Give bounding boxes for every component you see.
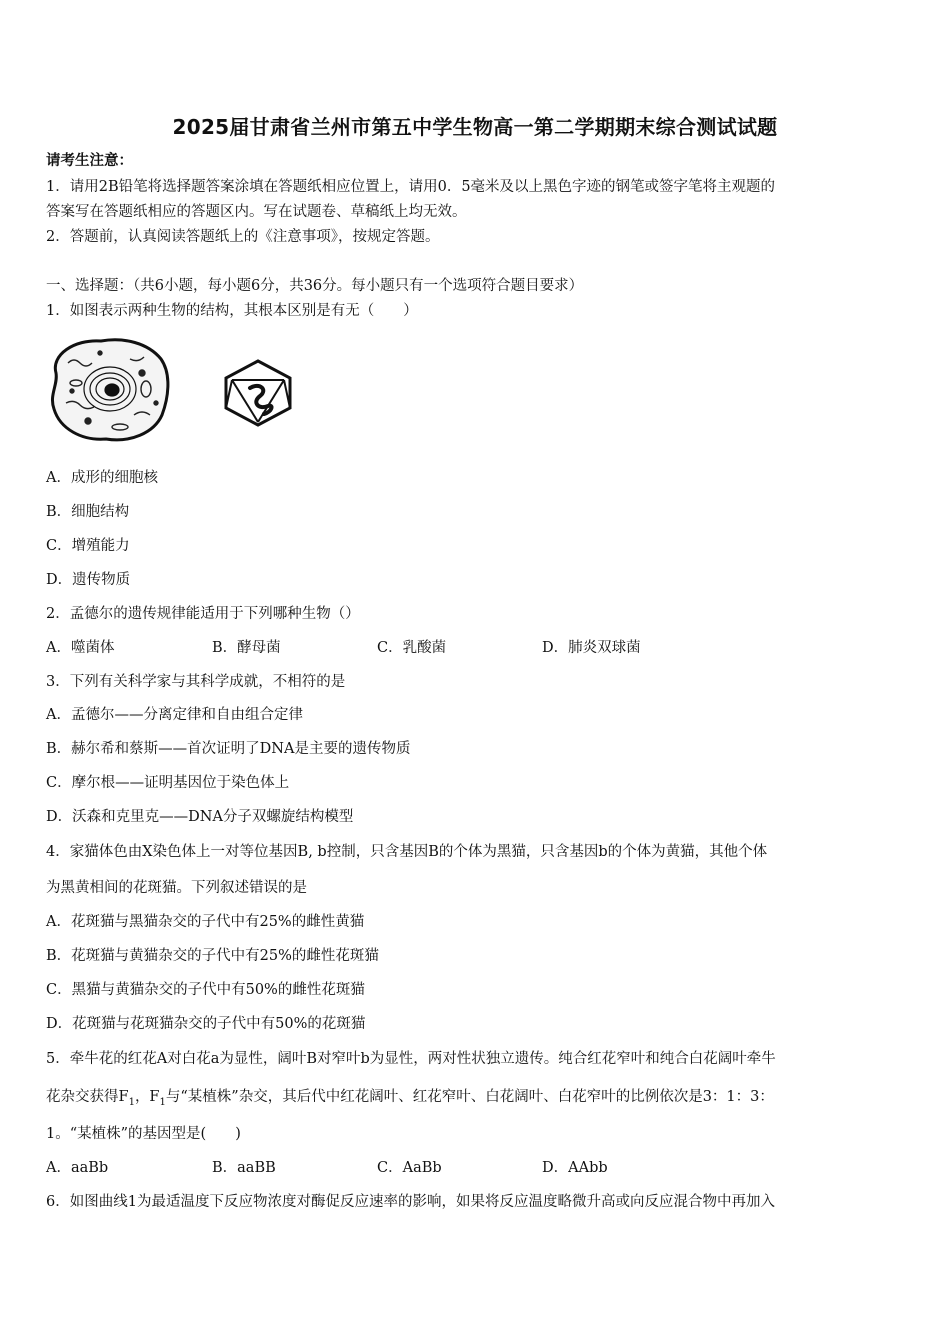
q5-stem-line-1: 5．牵牛花的红花A对白花a为显性，阔叶B对窄叶b为显性，两对性状独立遗传。纯合红花窄叶和纯合白花阔叶牵牛	[46, 1051, 776, 1067]
q5-stem-line-3: 1。“某植株”的基因型是( )	[46, 1126, 241, 1142]
q2-option-b: B．酵母菌	[212, 640, 281, 656]
q3-option-d: D．沃森和克里克——DNA分子双螺旋结构模型	[46, 809, 354, 825]
q2-option-a: A．噬菌体	[46, 640, 115, 656]
q5-option-a: A．aaBb	[46, 1160, 109, 1176]
q4-stem-line-2: 为黑黄相间的花斑猫。下列叙述错误的是	[46, 880, 307, 896]
q5-option-b: B．aaBB	[212, 1160, 276, 1176]
notice-line-1a: 1．请用2B铅笔将选择题答案涂填在答题纸相应位置上，请用0．5毫米及以上黑色字迹的钢笔或签字笔将主观题的	[46, 179, 776, 195]
page-title: 2025届甘肃省兰州市第五中学生物高一第二学期期末综合测试试题	[172, 115, 778, 139]
q1-option-a: A．成形的细胞核	[46, 470, 158, 486]
section-heading: 一、选择题：（共6小题，每小题6分，共36分。每小题只有一个选项符合题目要求）	[46, 278, 584, 294]
q3-stem: 3．下列有关科学家与其科学成就，不相符的是	[46, 674, 346, 690]
notice-line-1b: 答案写在答题纸相应的答题区内。写在试题卷、草稿纸上均无效。	[46, 204, 467, 220]
q3-option-b: B．赫尔希和蔡斯——首次证明了DNA是主要的遗传物质	[46, 741, 411, 757]
q5-option-c: C．AaBb	[377, 1160, 442, 1176]
q2-option-c: C．乳酸菌	[377, 640, 447, 656]
notice-line-2: 2．答题前，认真阅读答题纸上的《注意事项》，按规定答题。	[46, 229, 440, 245]
q2-option-d: D．肺炎双球菌	[542, 640, 641, 656]
eukaryotic-cell-figure	[46, 333, 174, 445]
q4-stem-line-1: 4．家猫体色由X染色体上一对等位基因B, b控制，只含基因B的个体为黑猫，只含基因b的个体为黄猫，其他个体	[46, 844, 768, 860]
notice-heading: 请考生注意：	[46, 152, 133, 169]
q3-option-a: A．孟德尔——分离定律和自由组合定律	[46, 707, 303, 723]
q4-option-a: A．花斑猫与黑猫杂交的子代中有25%的雌性黄猫	[46, 914, 365, 930]
q4-option-b: B．花斑猫与黄猫杂交的子代中有25%的雌性花斑猫	[46, 948, 379, 964]
q3-option-c: C．摩尔根——证明基因位于染色体上	[46, 775, 290, 791]
q5-option-d: D．AAbb	[542, 1160, 608, 1176]
q6-stem: 6．如图曲线1为最适温度下反应物浓度对酶促反应速率的影响，如果将反应温度略微升高或向反应混合物中再加入	[46, 1194, 775, 1210]
q1-option-d: D．遗传物质	[46, 572, 131, 588]
q4-option-c: C．黑猫与黄猫杂交的子代中有50%的雌性花斑猫	[46, 982, 365, 998]
q1-option-c: C．增殖能力	[46, 538, 130, 554]
q2-stem: 2．孟德尔的遗传规律能适用于下列哪种生物（）	[46, 606, 360, 622]
q1-stem: 1．如图表示两种生物的结构，其根本区别是有无（ ）	[46, 303, 418, 319]
virus-figure	[220, 358, 296, 428]
q4-option-d: D．花斑猫与花斑猫杂交的子代中有50%的花斑猫	[46, 1016, 366, 1032]
q5-stem-line-2: 花杂交获得$F_1$，$F_1$与“某植株”杂交，其后代中红花阔叶、红花窄叶、白花阔叶、白花窄叶的比例依次是3：1：3：	[46, 1089, 774, 1108]
q1-option-b: B．细胞结构	[46, 504, 130, 520]
